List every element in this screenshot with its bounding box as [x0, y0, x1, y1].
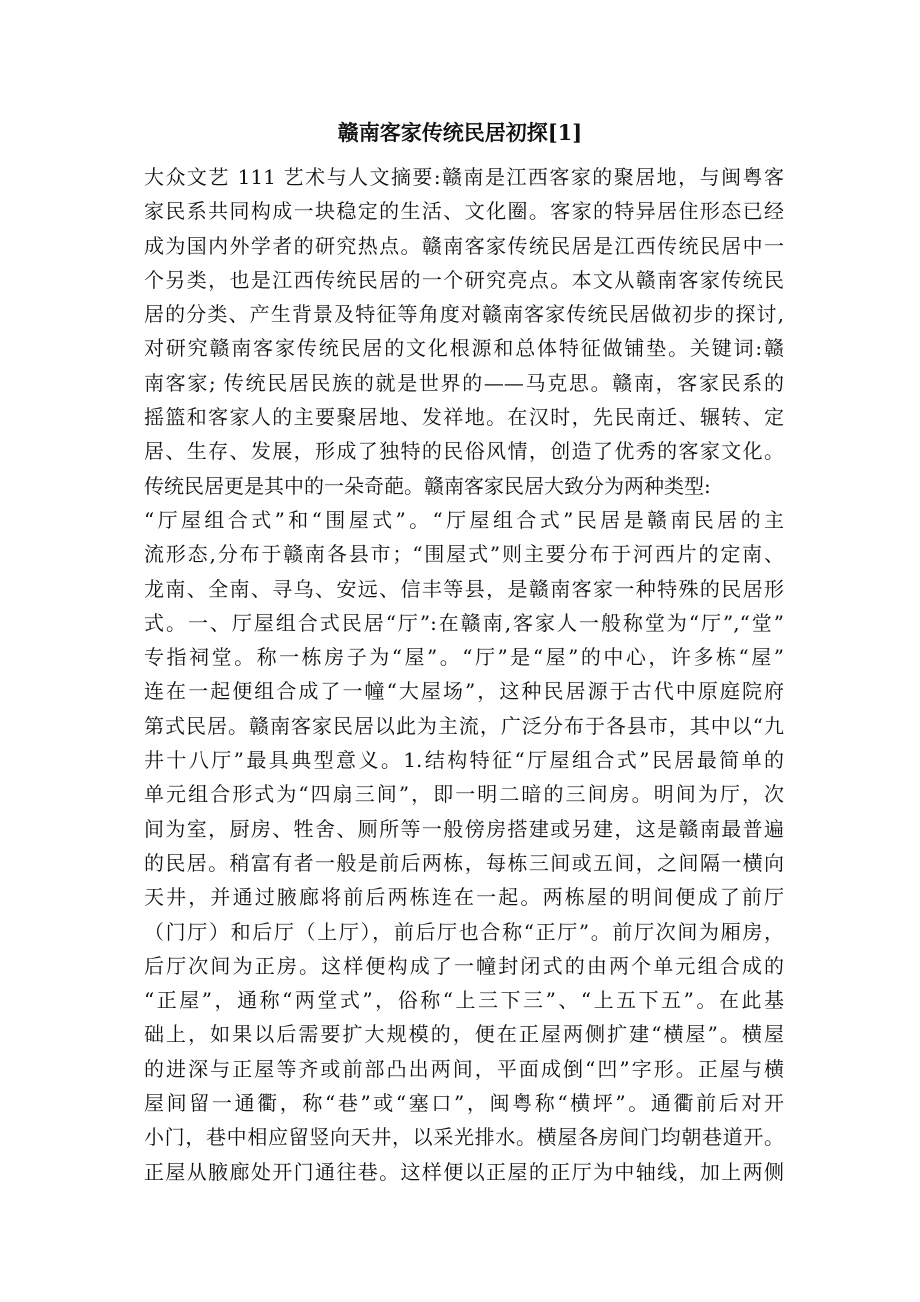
- body-line: 的进深与正屋等齐或前部凸出两间，平面成倒“凹”字形。正屋与横: [144, 1056, 784, 1081]
- body-line: 南客家; 传统民居民族的就是世界的——马克思。赣南，客家民系的: [144, 370, 784, 395]
- body-line: 第式民居。赣南客家民居以此为主流，广泛分布于各县市，其中以“九: [144, 713, 784, 738]
- body-line: 正屋从腋廊处开门通往巷。这样便以正屋的正厅为中轴线，加上两侧: [144, 1159, 784, 1184]
- body-line: 井十八厅”最具典型意义。1.结构特征“厅屋组合式”民居最简单的: [144, 748, 784, 773]
- body-line: “厅屋组合式”和“围屋式”。“厅屋组合式”民居是赣南民居的主: [144, 507, 784, 532]
- body-line: 传统民居更是其中的一朵奇葩。赣南客家民居大致分为两种类型:: [144, 473, 711, 498]
- body-line: 居的分类、产生背景及特征等角度对赣南客家传统民居做初步的探讨,: [144, 302, 784, 327]
- body-line: （门厅）和后厅（上厅），前后厅也合称“正厅”。前厅次间为厢房，: [144, 919, 784, 944]
- body-line: 小门，巷中相应留竖向天井，以采光排水。横屋各房间门均朝巷道开。: [144, 1125, 784, 1150]
- body-line: 对研究赣南客家传统民居的文化根源和总体特征做铺垫。关键词:赣: [144, 336, 784, 361]
- body-line: 式。一、厅屋组合式民居“厅”:在赣南,客家人一般称堂为“厅”,“堂”: [144, 610, 784, 635]
- document-title: 赣南客家传统民居初探[1]: [337, 120, 583, 145]
- body-line: 天井，并通过腋廊将前后两栋连在一起。两栋屋的明间便成了前厅: [144, 885, 784, 910]
- body-line: 的民居。稍富有者一般是前后两栋，每栋三间或五间，之间隔一横向: [144, 850, 784, 875]
- body-line: 成为国内外学者的研究热点。赣南客家传统民居是江西传统民居中一: [144, 233, 784, 258]
- body-line: 个另类，也是江西传统民居的一个研究亮点。本文从赣南客家传统民: [144, 267, 784, 292]
- body-line: 流形态,分布于赣南各县市；“围屋式”则主要分布于河西片的定南、: [144, 542, 784, 567]
- body-line: 础上，如果以后需要扩大规模的，便在正屋两侧扩建“横屋”。横屋: [144, 1022, 784, 1047]
- body-line: 后厅次间为正房。这样便构成了一幢封闭式的由两个单元组合成的: [144, 953, 784, 978]
- body-line: 单元组合形式为“四扇三间”，即一明二暗的三间房。明间为厅，次: [144, 782, 784, 807]
- body-line: 间为室，厨房、牲舍、厕所等一般傍房搭建或另建，这是赣南最普遍: [144, 816, 784, 841]
- body-line: 连在一起便组合成了一幢“大屋场”，这种民居源于古代中原庭院府: [144, 679, 784, 704]
- body-line: 居、生存、发展，形成了独特的民俗风情，创造了优秀的客家文化。: [144, 439, 784, 464]
- body-line: 大众文艺 111 艺术与人文摘要:赣南是江西客家的聚居地，与闽粤客: [144, 165, 784, 189]
- document-body: [144, 160, 784, 1189]
- body-line: 专指祠堂。称一栋房子为“屋”。“厅”是“屋”的中心，许多栋“屋”: [144, 645, 784, 670]
- body-line: 龙南、全南、寻乌、安远、信丰等县，是赣南客家一种特殊的民居形: [144, 576, 784, 601]
- body-line: “正屋”，通称“两堂式”，俗称“上三下三”、“上五下五”。在此基: [144, 988, 784, 1013]
- body-line: 摇篮和客家人的主要聚居地、发祥地。在汉时，先民南迁、辗转、定: [144, 405, 784, 430]
- body-line: 屋间留一通衢，称“巷”或“塞口”，闽粤称“横坪”。通衢前后对开: [144, 1091, 784, 1116]
- body-line: 家民系共同构成一块稳定的生活、文化圈。客家的特异居住形态已经: [144, 199, 784, 224]
